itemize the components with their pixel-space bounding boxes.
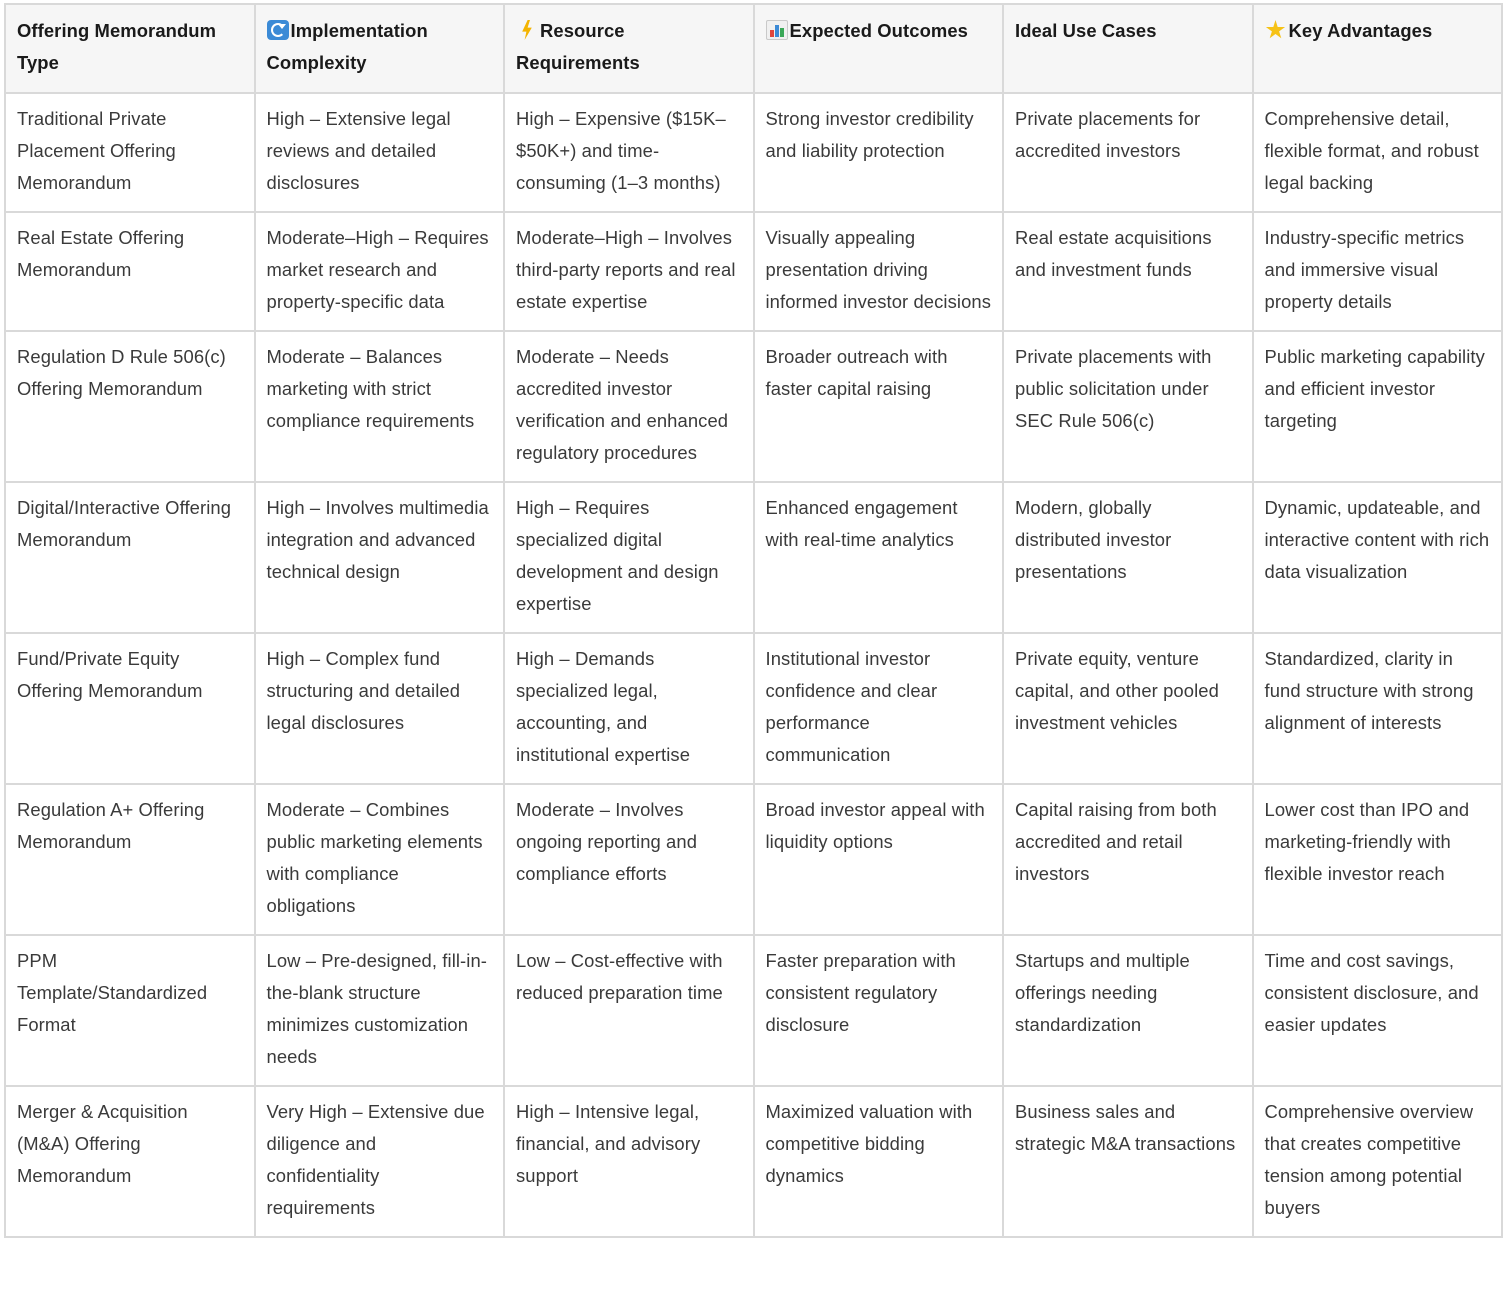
table-cell: Lower cost than IPO and marketing-friendly with flexible investor reach — [1253, 784, 1503, 935]
header-label: Expected Outcomes — [789, 20, 969, 41]
table-row — [5, 1086, 1502, 1237]
header-label: Ideal Use Cases — [1015, 20, 1157, 41]
table-cell: High – Complex fund structuring and detailed legal disclosures — [255, 633, 505, 784]
table-row — [5, 784, 1502, 935]
table-row — [5, 935, 1502, 1086]
table-cell: Low – Cost-effective with reduced preparation time — [504, 935, 754, 1086]
table-cell: Moderate – Balances marketing with strict compliance requirements — [255, 331, 505, 482]
table-cell: High – Intensive legal, financial, and advisory support — [504, 1086, 754, 1237]
header-outcomes — [754, 4, 1004, 93]
comparison-table — [4, 3, 1503, 1238]
table-cell: Maximized valuation with competitive bidding dynamics — [754, 1086, 1004, 1237]
lightning-icon — [516, 20, 538, 40]
refresh-icon — [267, 20, 289, 40]
table-cell: Regulation D Rule 506(c) Offering Memorandum — [5, 331, 255, 482]
bar-chart-icon — [766, 20, 788, 40]
table-row — [5, 93, 1502, 212]
table-cell: Comprehensive detail, flexible format, and robust legal backing — [1253, 93, 1503, 212]
table-row — [5, 633, 1502, 784]
table-cell: Private equity, venture capital, and other pooled investment vehicles — [1003, 633, 1253, 784]
table-cell: Fund/Private Equity Offering Memorandum — [5, 633, 255, 784]
table-cell: Comprehensive overview that creates competitive tension among potential buyers — [1253, 1086, 1503, 1237]
table-cell: Visually appealing presentation driving informed investor decisions — [754, 212, 1004, 331]
star-icon — [1265, 20, 1287, 40]
header-row — [5, 4, 1502, 93]
table-cell: Real Estate Offering Memorandum — [5, 212, 255, 331]
table-cell: Modern, globally distributed investor presentations — [1003, 482, 1253, 633]
table-cell: PPM Template/Standardized Format — [5, 935, 255, 1086]
table-body — [5, 93, 1502, 1237]
header-complexity — [255, 4, 505, 93]
table-cell: Private placements for accredited investors — [1003, 93, 1253, 212]
table-cell: High – Expensive ($15K–$50K+) and time-consuming (1–3 months) — [504, 93, 754, 212]
table-cell: Business sales and strategic M&A transactions — [1003, 1086, 1253, 1237]
header-label: Implementation Complexity — [266, 20, 428, 73]
table-cell: Broader outreach with faster capital raising — [754, 331, 1004, 482]
table-cell: High – Extensive legal reviews and detailed disclosures — [255, 93, 505, 212]
table-cell: Low – Pre-designed, fill-in-the-blank structure minimizes customization needs — [255, 935, 505, 1086]
comparison-table-container — [4, 3, 1503, 1238]
table-cell: Dynamic, updateable, and interactive content with rich data visualization — [1253, 482, 1503, 633]
table-cell: Moderate – Combines public marketing elements with compliance obligations — [255, 784, 505, 935]
table-row — [5, 482, 1502, 633]
table-cell: Private placements with public solicitation under SEC Rule 506(c) — [1003, 331, 1253, 482]
table-cell: Enhanced engagement with real-time analytics — [754, 482, 1004, 633]
table-cell: Moderate–High – Involves third-party reports and real estate expertise — [504, 212, 754, 331]
table-cell: Strong investor credibility and liability protection — [754, 93, 1004, 212]
table-row — [5, 212, 1502, 331]
header-type — [5, 4, 255, 93]
table-cell: Moderate–High – Requires market research and property-specific data — [255, 212, 505, 331]
table-cell: High – Involves multimedia integration and advanced technical design — [255, 482, 505, 633]
header-advantages — [1253, 4, 1503, 93]
header-label: Offering Memorandum Type — [17, 20, 217, 73]
table-cell: Industry-specific metrics and immersive visual property details — [1253, 212, 1503, 331]
table-cell: High – Requires specialized digital development and design expertise — [504, 482, 754, 633]
table-cell: Time and cost savings, consistent disclosure, and easier updates — [1253, 935, 1503, 1086]
table-cell: Merger & Acquisition (M&A) Offering Memorandum — [5, 1086, 255, 1237]
header-use-cases — [1003, 4, 1253, 93]
table-header — [5, 4, 1502, 93]
table-cell: Very High – Extensive due diligence and confidentiality requirements — [255, 1086, 505, 1237]
header-label: Key Advantages — [1288, 20, 1433, 41]
table-cell: Faster preparation with consistent regulatory disclosure — [754, 935, 1004, 1086]
table-cell: Moderate – Involves ongoing reporting and compliance efforts — [504, 784, 754, 935]
table-cell: Standardized, clarity in fund structure with strong alignment of interests — [1253, 633, 1503, 784]
header-label: Resource Requirements — [516, 20, 640, 73]
table-cell: Digital/Interactive Offering Memorandum — [5, 482, 255, 633]
table-cell: Startups and multiple offerings needing standardization — [1003, 935, 1253, 1086]
table-cell: Public marketing capability and efficient investor targeting — [1253, 331, 1503, 482]
table-cell: Capital raising from both accredited and retail investors — [1003, 784, 1253, 935]
table-cell: Regulation A+ Offering Memorandum — [5, 784, 255, 935]
table-cell: Institutional investor confidence and clear performance communication — [754, 633, 1004, 784]
table-cell: High – Demands specialized legal, accounting, and institutional expertise — [504, 633, 754, 784]
header-resources — [504, 4, 754, 93]
table-row — [5, 331, 1502, 482]
table-cell: Real estate acquisitions and investment funds — [1003, 212, 1253, 331]
table-cell: Moderate – Needs accredited investor verification and enhanced regulatory procedures — [504, 331, 754, 482]
table-cell: Traditional Private Placement Offering Memorandum — [5, 93, 255, 212]
table-cell: Broad investor appeal with liquidity options — [754, 784, 1004, 935]
